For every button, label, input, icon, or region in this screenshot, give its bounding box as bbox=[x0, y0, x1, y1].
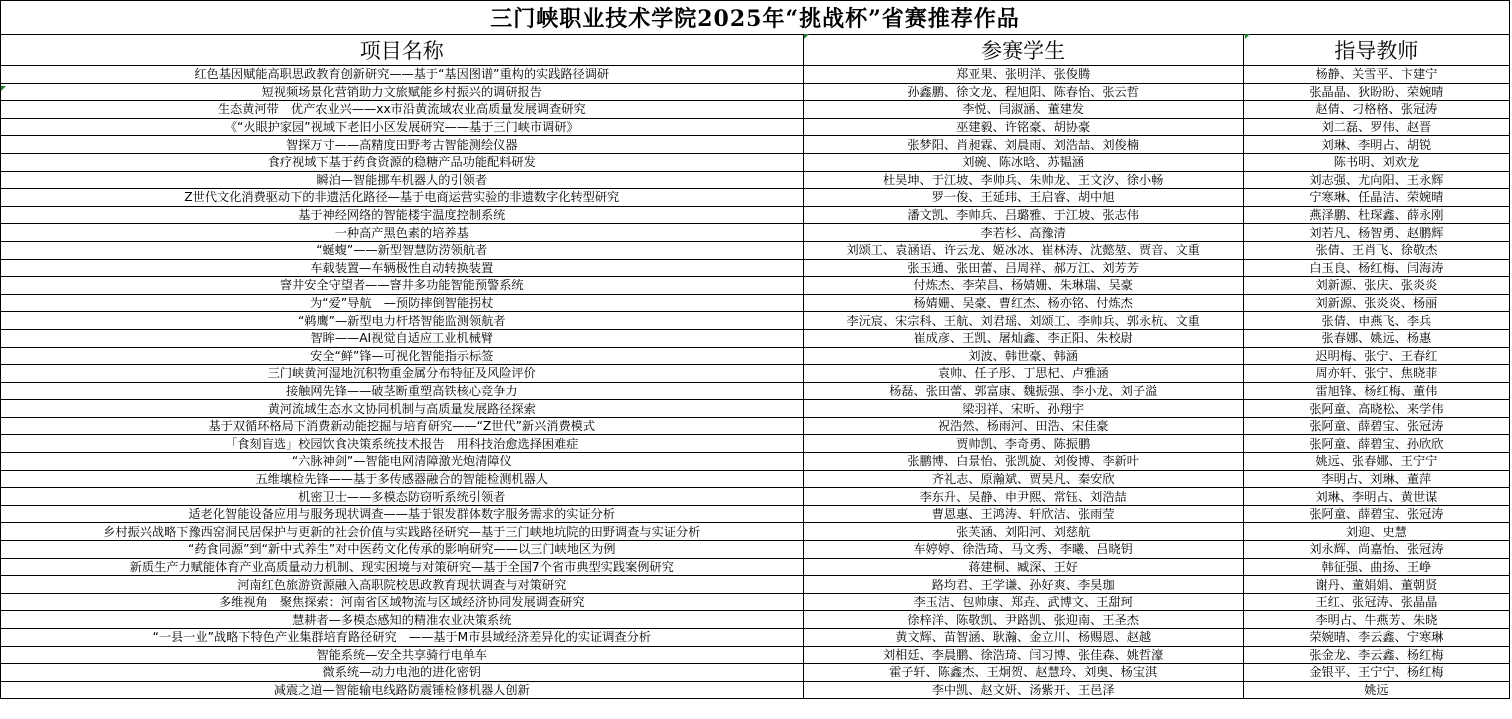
sheet-title[interactable]: 三门峡职业技术学院2025年“挑战杯”省赛推荐作品 bbox=[1, 1, 1510, 35]
advisors-cell[interactable]: 宁寒琳、任晶洁、荣婉晴 bbox=[1243, 189, 1509, 207]
table-row bbox=[1, 153, 1510, 171]
table-row bbox=[1, 118, 1510, 136]
advisors-cell[interactable]: 刘新源、张庆、张炎炎 bbox=[1243, 277, 1509, 295]
advisors-cell[interactable]: 白玉良、杨红梅、闫海涛 bbox=[1243, 259, 1509, 277]
students-cell[interactable]: 张梦阳、肖昶霖、刘晨雨、刘浩喆、刘俊楠 bbox=[803, 136, 1243, 154]
students-cell[interactable]: 巫建毅、许铭豪、胡协豪 bbox=[803, 118, 1243, 136]
table-row bbox=[1, 224, 1510, 242]
project-cell[interactable]: 一种高产黑色素的培养基 bbox=[1, 224, 804, 242]
project-cell[interactable]: 红色基因赋能高职思政教育创新研究——基于“基因图谱”重构的实践路径调研 bbox=[1, 66, 804, 84]
table-row bbox=[1, 294, 1510, 312]
advisors-cell[interactable]: 李明占、刘琳、董萍 bbox=[1243, 470, 1509, 488]
project-cell[interactable]: 五维壤检先锋——基于多传感器融合的智能检测机器人 bbox=[1, 470, 804, 488]
table-row bbox=[1, 365, 1510, 383]
table-row bbox=[1, 470, 1510, 488]
table-row bbox=[1, 312, 1510, 330]
students-cell[interactable]: 杜昊坤、于江坡、李帅兵、朱帅龙、王文汐、徐小畅 bbox=[803, 171, 1243, 189]
advisors-cell[interactable]: 刘二磊、罗伟、赵晋 bbox=[1243, 118, 1509, 136]
project-cell[interactable]: 适老化智能设备应用与服务现状调查——基于银发群体数字服务需求的实证分析 bbox=[1, 505, 804, 523]
advisors-cell[interactable]: 张阿童、高晓松、来学伟 bbox=[1243, 400, 1509, 418]
project-cell[interactable]: Z世代文化消费驱动下的非遗活化路径—基于电商运营实验的非遗数字化转型研究 bbox=[1, 189, 804, 207]
table-row bbox=[1, 681, 1510, 699]
students-cell[interactable]: 张鹏博、白景怡、张凯旋、刘俊博、李新叶 bbox=[803, 453, 1243, 471]
project-cell[interactable]: 智探万寸——高精度田野考古智能测绘仪器 bbox=[1, 136, 804, 154]
table-row bbox=[1, 382, 1510, 400]
students-cell[interactable]: 刘颂工、袁涵语、许云龙、姬冰冰、崔林涛、沈懿堃、贾音、文重 bbox=[803, 241, 1243, 259]
table-row bbox=[1, 505, 1510, 523]
students-cell[interactable]: 蒋建桐、臧深、王好 bbox=[803, 558, 1243, 576]
students-cell[interactable]: 李沅宸、宋宗科、王航、刘君瑶、刘颂工、李帅兵、郭永杭、文重 bbox=[803, 312, 1243, 330]
column-header-project[interactable]: 项目名称 bbox=[1, 35, 804, 66]
advisors-cell[interactable]: 张金龙、李云鑫、杨红梅 bbox=[1243, 646, 1509, 664]
students-cell[interactable]: 张玉通、张田蕾、吕周祥、郝万江、刘芳芳 bbox=[803, 259, 1243, 277]
advisors-cell[interactable]: 姚远、张春娜、王宁宁 bbox=[1243, 453, 1509, 471]
project-cell[interactable]: 三门峡黄河湿地沉积物重金属分布特征及风险评价 bbox=[1, 365, 804, 383]
advisors-cell[interactable]: 杨静、关雪平、卞建宁 bbox=[1243, 66, 1509, 84]
advisors-cell[interactable]: 刘迎、史慧 bbox=[1243, 523, 1509, 541]
advisors-cell[interactable]: 张晶晶、狄盼盼、荣婉晴 bbox=[1243, 83, 1509, 101]
project-cell[interactable]: 基于双循环格局下消费新动能挖掘与培育研究——“Z世代”新兴消费模式 bbox=[1, 417, 804, 435]
table-row bbox=[1, 417, 1510, 435]
project-cell[interactable]: “药食同源”到“新中式养生”对中医药文化传承的影响研究——以三门峡地区为例 bbox=[1, 541, 804, 559]
project-cell[interactable]: 短视频场景化营销助力文旅赋能乡村振兴的调研报告 bbox=[1, 83, 804, 101]
students-cell[interactable]: 孙鑫鹏、徐文龙、程旭阳、陈春怡、张云哲 bbox=[803, 83, 1243, 101]
students-cell[interactable]: 罗一俊、王延玮、王启睿、胡中旭 bbox=[803, 189, 1243, 207]
advisors-cell[interactable]: 刘志强、尤向阳、王永辉 bbox=[1243, 171, 1509, 189]
table-row bbox=[1, 435, 1510, 453]
table-row bbox=[1, 83, 1510, 101]
students-cell[interactable]: 贾帅凯、李奇勇、陈振鹏 bbox=[803, 435, 1243, 453]
advisors-cell[interactable]: 刘琳、李明占、黄世谋 bbox=[1243, 488, 1509, 506]
students-cell[interactable]: 李东升、吴静、申尹熙、常钰、刘浩喆 bbox=[803, 488, 1243, 506]
project-cell[interactable]: 为“爱”导航 —预防摔倒智能拐杖 bbox=[1, 294, 804, 312]
students-cell[interactable]: 霍子轩、陈鑫杰、王炯贺、赵慧玲、刘奥、杨宝淇 bbox=[803, 664, 1243, 682]
project-cell[interactable]: 智能系统—安全共享骑行电单车 bbox=[1, 646, 804, 664]
project-cell[interactable]: 《“火眼护家园”视域下老旧小区发展研究——基于三门峡市调研》 bbox=[1, 118, 804, 136]
advisors-cell[interactable]: 雷旭锋、杨红梅、董伟 bbox=[1243, 382, 1509, 400]
advisors-cell[interactable]: 李明占、牛燕芳、朱晓 bbox=[1243, 611, 1509, 629]
table-row bbox=[1, 259, 1510, 277]
project-cell[interactable]: “一县一业”战略下特色产业集群培育路径研究 ——基于M市县域经济差异化的实证调查分析 bbox=[1, 629, 804, 647]
students-cell[interactable]: 梁羽祥、宋昕、孙翔宇 bbox=[803, 400, 1243, 418]
table-row bbox=[1, 277, 1510, 295]
table-row bbox=[1, 241, 1510, 259]
students-cell[interactable]: 刘碗、陈冰晗、苏韫涵 bbox=[803, 153, 1243, 171]
students-cell[interactable]: 李悦、闫淑涵、董建发 bbox=[803, 101, 1243, 119]
project-cell[interactable]: 食疗视域下基于药食资源的稳糖产品功能配料研发 bbox=[1, 153, 804, 171]
advisors-cell[interactable]: 张阿童、薛碧宝、张冠涛 bbox=[1243, 417, 1509, 435]
students-cell[interactable]: 付炼杰、李荣昌、杨婧姗、朱琳瑞、吴豪 bbox=[803, 277, 1243, 295]
students-cell[interactable]: 刘波、韩世豪、韩涵 bbox=[803, 347, 1243, 365]
table-row bbox=[1, 611, 1510, 629]
table-row bbox=[1, 523, 1510, 541]
students-cell[interactable]: 杨磊、张田蕾、郭富康、魏振强、李小龙、刘子溢 bbox=[803, 382, 1243, 400]
project-cell[interactable]: “蜒蝮”——新型智慧防涝领航者 bbox=[1, 241, 804, 259]
table-row bbox=[1, 453, 1510, 471]
students-cell[interactable]: 曹恩惠、王鸿涛、轩欣洁、张雨莹 bbox=[803, 505, 1243, 523]
students-cell[interactable]: 车婷婷、徐浩琦、马文秀、李曦、吕晓钥 bbox=[803, 541, 1243, 559]
column-header-advisors[interactable]: 指导教师 bbox=[1243, 35, 1509, 66]
advisors-cell[interactable]: 王红、张冠涛、张晶晶 bbox=[1243, 593, 1509, 611]
project-cell[interactable]: 瞬泊—智能挪车机器人的引领者 bbox=[1, 171, 804, 189]
advisors-cell[interactable]: 姚远 bbox=[1243, 681, 1509, 699]
table-row bbox=[1, 189, 1510, 207]
project-cell[interactable]: 慧耕者—多模态感知的精准农业决策系统 bbox=[1, 611, 804, 629]
project-cell[interactable]: 乡村振兴战略下豫西窑洞民居保护与更新的社会价值与实践路径研究—基于三门峡地坑院的田野调查与实证分析 bbox=[1, 523, 804, 541]
advisors-cell[interactable]: 张阿童、薛碧宝、张冠涛 bbox=[1243, 505, 1509, 523]
project-cell[interactable]: 生态黄河带 优产农业兴——xx市沿黄流域农业高质量发展调查研究 bbox=[1, 101, 804, 119]
table-row bbox=[1, 66, 1510, 84]
advisors-cell[interactable]: 张阿童、薛碧宝、孙欣欣 bbox=[1243, 435, 1509, 453]
students-cell[interactable]: 黄文辉、苗智涵、耿瀚、金立川、杨赐恩、赵越 bbox=[803, 629, 1243, 647]
table-row bbox=[1, 488, 1510, 506]
students-cell[interactable]: 刘相廷、李晨鹏、徐浩琦、闫习博、张佳森、姚哲濠 bbox=[803, 646, 1243, 664]
table-row bbox=[1, 347, 1510, 365]
advisors-cell[interactable]: 刘若凡、杨智勇、赵鹏辉 bbox=[1243, 224, 1509, 242]
project-cell[interactable]: 车载装置—车辆极性自动转换装置 bbox=[1, 259, 804, 277]
project-cell[interactable]: 「食刻盲选」校园饮食决策系统技术报告 用科技治愈选择困难症 bbox=[1, 435, 804, 453]
students-cell[interactable]: 祝浩然、杨雨河、田浩、宋佳豪 bbox=[803, 417, 1243, 435]
table-row bbox=[1, 541, 1510, 559]
advisors-cell[interactable]: 韩征强、曲扬、王峥 bbox=[1243, 558, 1509, 576]
table-row bbox=[1, 558, 1510, 576]
students-cell[interactable]: 路均君、王学谦、孙好爽、李昊珈 bbox=[803, 576, 1243, 594]
project-cell[interactable]: 接触网先锋——破茎断重塑高铁核心竞争力 bbox=[1, 382, 804, 400]
advisors-cell[interactable]: 张倩、申燕飞、李兵 bbox=[1243, 312, 1509, 330]
table-row bbox=[1, 593, 1510, 611]
project-cell[interactable]: 智眸——AI视觉自适应工业机械臂 bbox=[1, 329, 804, 347]
advisors-cell[interactable]: 刘琳、李明占、胡锐 bbox=[1243, 136, 1509, 154]
table-row bbox=[1, 400, 1510, 418]
advisors-cell[interactable]: 张春娜、姚远、杨惠 bbox=[1243, 329, 1509, 347]
table-row bbox=[1, 646, 1510, 664]
students-cell[interactable]: 袁帅、任子彤、丁思杞、卢雅涵 bbox=[803, 365, 1243, 383]
advisors-cell[interactable]: 迟明梅、张宁、王春红 bbox=[1243, 347, 1509, 365]
project-cell[interactable]: 安全“鲜”锋—可视化智能指示标签 bbox=[1, 347, 804, 365]
advisors-cell[interactable]: 张倩、王肖飞、徐敬杰 bbox=[1243, 241, 1509, 259]
project-cell[interactable]: “鹈鹰”—新型电力杆塔智能监测领航者 bbox=[1, 312, 804, 330]
project-cell[interactable]: 窨井安全守望者——窨井多功能智能预警系统 bbox=[1, 277, 804, 295]
cell-indicator-icon bbox=[1, 86, 6, 91]
students-cell[interactable]: 潘文凯、李帅兵、吕璐雅、于江坡、张志伟 bbox=[803, 206, 1243, 224]
table-row bbox=[1, 629, 1510, 647]
project-cell[interactable]: 黄河流域生态水文协同机制与高质量发展路径探索 bbox=[1, 400, 804, 418]
project-cell[interactable]: 基于神经网络的智能楼宇温度控制系统 bbox=[1, 206, 804, 224]
students-cell[interactable]: 杨婧姗、吴豪、曹红杰、杨亦铭、付炼杰 bbox=[803, 294, 1243, 312]
table-row bbox=[1, 101, 1510, 119]
students-cell[interactable]: 崔成彦、王凯、屠灿鑫、李正阳、朱校尉 bbox=[803, 329, 1243, 347]
table-row bbox=[1, 171, 1510, 189]
advisors-cell[interactable]: 金银平、王宁宁、杨红梅 bbox=[1243, 664, 1509, 682]
table-row bbox=[1, 664, 1510, 682]
students-cell[interactable]: 徐梓洋、陈敬凯、尹路凯、张迎南、王圣杰 bbox=[803, 611, 1243, 629]
students-cell[interactable]: 李中凯、赵文妍、汤紫开、王邑泽 bbox=[803, 681, 1243, 699]
advisors-cell[interactable]: 刘永辉、尚嘉怡、张冠涛 bbox=[1243, 541, 1509, 559]
advisors-cell[interactable]: 燕泽鹏、杜琛鑫、薛永刚 bbox=[1243, 206, 1509, 224]
students-cell[interactable]: 李玉洁、包帅康、郑垚、武博文、王甜珂 bbox=[803, 593, 1243, 611]
students-cell[interactable]: 郑亚果、张明洋、张俊腾 bbox=[803, 66, 1243, 84]
project-cell[interactable]: 河南红色旅游资源融入高职院校思政教育现状调查与对策研究 bbox=[1, 576, 804, 594]
advisors-cell[interactable]: 荣婉晴、李云鑫、宁寒琳 bbox=[1243, 629, 1509, 647]
table-row bbox=[1, 576, 1510, 594]
project-cell[interactable]: 微系统—动力电池的进化密钥 bbox=[1, 664, 804, 682]
project-cell[interactable]: “六脉神剑”—智能电网清障激光炮清障仪 bbox=[1, 453, 804, 471]
project-cell[interactable]: 机密卫士——多模态防窃听系统引领者 bbox=[1, 488, 804, 506]
advisors-cell[interactable]: 周亦轩、张宁、焦晓菲 bbox=[1243, 365, 1509, 383]
project-cell[interactable]: 多维视角 聚焦探索：河南省区域物流与区域经济协同发展调查研究 bbox=[1, 593, 804, 611]
advisors-cell[interactable]: 陈书明、刘欢龙 bbox=[1243, 153, 1509, 171]
table-row bbox=[1, 329, 1510, 347]
cell-indicator-icon bbox=[804, 34, 809, 39]
students-cell[interactable]: 李若杉、高豫清 bbox=[803, 224, 1243, 242]
table-row bbox=[1, 206, 1510, 224]
column-header-students[interactable]: 参赛学生 bbox=[803, 35, 1243, 66]
advisors-cell[interactable]: 刘新源、张炎炎、杨丽 bbox=[1243, 294, 1509, 312]
project-cell[interactable]: 新质生产力赋能体育产业高质量动力机制、现实困境与对策研究—基于全国7个省市典型实践案例研究 bbox=[1, 558, 804, 576]
cell-indicator-icon bbox=[1245, 34, 1250, 39]
table-row bbox=[1, 136, 1510, 154]
students-cell[interactable]: 张芙涵、刘阳河、刘慈航 bbox=[803, 523, 1243, 541]
table-body bbox=[1, 66, 1510, 699]
project-cell[interactable]: 减震之道—智能输电线路防震锤检修机器人创新 bbox=[1, 681, 804, 699]
advisors-cell[interactable]: 赵倩、刁格格、张冠涛 bbox=[1243, 101, 1509, 119]
advisors-cell[interactable]: 谢丹、董娟娟、董朝贤 bbox=[1243, 576, 1509, 594]
students-cell[interactable]: 齐礼志、原瀚斌、贾昊凡、秦安欣 bbox=[803, 470, 1243, 488]
